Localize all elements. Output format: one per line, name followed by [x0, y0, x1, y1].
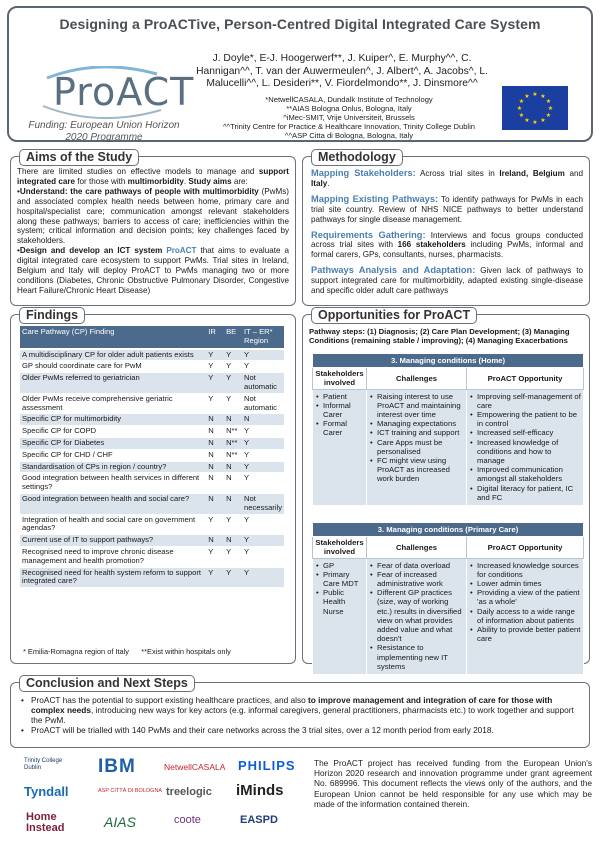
table-cell: Older PwMs referred to geriatrician [20, 373, 206, 394]
col-header: Challenges [367, 537, 467, 558]
conclusion-item [21, 695, 581, 725]
list-item: • Improving self-management of care [469, 392, 581, 410]
conclusion-bold: to improve management and integration of care for those with complex needs [31, 695, 553, 716]
svg-text:★: ★ [518, 112, 525, 119]
challenge-list [369, 561, 464, 671]
affiliation-line: **AIAS Bologna Onlus, Bologna, Italy [286, 104, 412, 113]
table-cell: Y [242, 567, 284, 588]
table-cell: Y [224, 514, 242, 535]
table-row [20, 473, 284, 494]
table-cell: Y [224, 349, 242, 361]
stakeholder-list [315, 561, 364, 616]
list-item: • Improved communication amongst all stakeholders [469, 465, 581, 483]
table-row [20, 361, 284, 373]
svg-text:★: ★ [524, 117, 530, 124]
method-text: . [327, 178, 330, 188]
table-cell: Y [206, 567, 224, 588]
poster-title: Designing a ProACTive, Person-Centred Digital Integrated Care System [59, 16, 541, 32]
aias-logo: AIAS [104, 814, 136, 830]
list-item: • Ability to provide better patient care [469, 625, 581, 643]
table-cell: Y [206, 393, 224, 414]
table-cell: N [242, 414, 284, 426]
aims-text: are: [231, 176, 248, 186]
findings-footnote: * Emilia-Romagna region of Italy **Exist within hospitals only [23, 647, 231, 656]
table-cell: Standardisation of CPs in region / country? [20, 461, 206, 473]
conclusion-item: • ProACT will be trialled with 140 PwMs and their care networks across the 3 trial sites, over a 12 month period from early 2018. [21, 725, 581, 735]
method-item [311, 231, 583, 261]
conclusion-text: ProACT has the potential to support existing healthcare practices, and also [31, 695, 309, 705]
svg-text:★: ★ [532, 91, 538, 98]
method-text: Interviews and focus groups conducted across trial sites with [311, 230, 583, 250]
asp-logo: ASP CITTÀ DI BOLOGNA [98, 788, 163, 794]
table-cell: GP should coordinate care for PwM [20, 361, 206, 373]
table-cell: Good integration between health services in different settings? [20, 473, 206, 494]
table-cell: Y [206, 546, 224, 567]
primary-caption: 3. Managing conditions (Primary Care) [313, 523, 584, 537]
col-header: Challenges [367, 368, 467, 389]
eu-disclaimer: The ProACT project has received funding from the European Union's Horizon 2020 research and innovation programme under grant agreement No. 689996. This document reflects the views only of the authors, and the European Union cannot be held responsible for any use which may be made of the information contained therein. [314, 758, 592, 809]
table-row [20, 373, 284, 394]
opportunity-list [469, 561, 581, 644]
table-cell: Current use of IT to support pathways? [20, 535, 206, 547]
list-item: • Providing a view of the patient 'as a whole' [469, 588, 581, 606]
table-cell: Good integration between health and social care? [20, 493, 206, 514]
tyndall-logo: Tyndall [24, 784, 69, 799]
opportunities-section [302, 308, 590, 671]
table-cell: Y [242, 426, 284, 438]
table-cell: N [224, 535, 242, 547]
aims-bullet-head: Understand: the care pathways of people with multimorbidity [19, 186, 259, 196]
aims-brand: ProACT [166, 246, 197, 256]
table-cell: Y [242, 546, 284, 567]
method-head: Mapping Stakeholders: [311, 168, 416, 178]
methodology-body [311, 169, 583, 302]
list-item: • Patient [315, 392, 364, 401]
findings-section [10, 308, 296, 664]
method-bold: 166 stakeholders [397, 240, 466, 250]
table-cell: Not automatic [242, 373, 284, 394]
table-row [20, 349, 284, 361]
iminds-logo: iMinds [236, 782, 284, 799]
aims-bullet-text: (PwMs) and associated complex health needs between home, primary care and hospital/specialist care; communication amongst relevant stakeholders along these pathways; barriers to access of care; inefficiencies within the system; critical information and decision points; key challenges faced by stakeholders. [17, 186, 290, 246]
list-item: • Increased self-efficacy [469, 428, 581, 437]
svg-text:★: ★ [532, 119, 538, 126]
svg-text:★: ★ [516, 105, 523, 112]
conclusion-section [10, 676, 590, 748]
table-cell: N [224, 461, 242, 473]
aims-text: There are limited studies on effective models to manage and [17, 167, 259, 176]
table-cell: Y [224, 361, 242, 373]
table-row [20, 449, 284, 461]
list-item: • Different GP practices (size, way of working etc.) results in diversified view on what provides added value and what doesn't [369, 588, 464, 643]
conclusion-text: , introducing new ways for key actors (e.g. informal caregivers, general practitioners, pharmacists etc.) to work together and support the PwM. [31, 705, 574, 726]
svg-text:★: ★ [540, 117, 546, 124]
svg-text:★: ★ [518, 98, 525, 105]
stakeholder-list [315, 392, 364, 438]
table-cell: Y [242, 349, 284, 361]
opportunities-title: Opportunities for ProACT [311, 307, 477, 324]
col-header: IR [206, 326, 224, 349]
table-cell: Specific CP for CHD / CHF [20, 449, 206, 461]
table-cell: Y [242, 473, 284, 494]
philips-logo: PHILIPS [238, 758, 296, 773]
svg-text:★: ★ [540, 93, 546, 100]
table-cell: Recognised need to improve chronic disease management and health promotion? [20, 546, 206, 567]
table-cell: Y [206, 349, 224, 361]
pathway-steps: Pathway steps: (1) Diagnosis; (2) Care Plan Development; (3) Managing Conditions (remaining stable / improving); (4) Managing Exacerbations [309, 327, 570, 346]
col-header: IT – ER* Region [242, 326, 284, 349]
list-item: • ICT training and support [369, 428, 464, 437]
list-item: • Formal Carer [315, 419, 364, 437]
aims-bullet-text: that aims to evaluate a digital integrated care ecosystem to support PwMs. Trial sites in Ireland, Belgium and Italy will deploy ProACT to PwMs managing two or more conditions (Diabetes, Chronic Obstructive Pulmonary Disorder, Congestive Heart Failure/Chronic Heart Disease) [17, 246, 289, 295]
svg-text:★: ★ [547, 105, 554, 112]
home-instead-logo: Home Instead [26, 811, 65, 834]
table-row [20, 393, 284, 414]
method-head: Mapping Existing Pathways: [311, 193, 439, 204]
table-cell: Older PwMs receive comprehensive geriatric assessment [20, 393, 206, 414]
method-text: including PwMs, informal and formal carers, GPs, consultants, nurses, pharmacists. [311, 240, 584, 260]
logo-text: ProACT [53, 70, 195, 114]
table-cell: Y [242, 361, 284, 373]
table-cell: Y [206, 373, 224, 394]
method-item [311, 266, 583, 296]
table-cell: N [206, 535, 224, 547]
list-item: • Fear of data overload [369, 561, 464, 570]
table-cell: Y [242, 461, 284, 473]
table-cell: Integration of health and social care on government agendas? [20, 514, 206, 535]
table-cell: N [206, 461, 224, 473]
table-cell: Specific CP for Diabetes [20, 437, 206, 449]
method-text: Across trial sites in [415, 169, 500, 178]
findings-header-row [20, 326, 284, 349]
table-cell: Y [242, 535, 284, 547]
authors: J. Doyle*, E-J. Hoogerwerf**, J. Kuiper^, E. Murphy^^, C. Hannigan^^, T. van der Auwermeulen^, J. Albert^, A. Jacobs^, L. Malucelli^^, L. Desideri**, V. Fiordelmondo**, J. Dinsmore^^ [196, 53, 488, 90]
list-item: • Increased knowledge of conditions and how to manage [469, 438, 581, 466]
table-cell: Y [206, 361, 224, 373]
table-row [20, 426, 284, 438]
list-item: • Empowering the patient to be in control [469, 410, 581, 428]
table-cell: N [224, 493, 242, 514]
list-item: • Primary Care MDT [315, 570, 364, 588]
table-row [20, 514, 284, 535]
trinity-logo: Trinity College Dublin [24, 758, 63, 771]
method-head: Requirements Gathering: [311, 229, 426, 240]
home-table [312, 353, 584, 506]
conclusion-title: Conclusion and Next Steps [19, 675, 195, 692]
aims-bullet-head: Design and develop an ICT system [19, 246, 167, 256]
method-item [311, 195, 583, 225]
primary-care-table [312, 522, 584, 675]
table-row [20, 461, 284, 473]
partner-logos [18, 756, 308, 844]
method-text: Given lack of pathways to support integrated care for multimorbidity, adapted existing single-disease and specific older adult care pathways [311, 266, 583, 296]
table-cell: Not automatic [242, 393, 284, 414]
method-head: Pathways Analysis and Adaptation: [311, 265, 476, 276]
table-cell: N** [224, 449, 242, 461]
table-cell: N [206, 426, 224, 438]
table-cell: N [206, 449, 224, 461]
easpd-logo: EASPD [240, 814, 278, 826]
proact-logo [39, 66, 195, 126]
table-row [20, 546, 284, 567]
list-item: • Lower admin times [469, 579, 581, 588]
table-cell: N [206, 437, 224, 449]
list-item: • Increased knowledge sources for conditions [469, 561, 581, 579]
list-item: • Digital literacy for patient, IC and FC [469, 484, 581, 502]
list-item: • FC might view using ProACT as increased work burden [369, 456, 464, 484]
conclusion-list [21, 695, 581, 735]
affiliation-line: ^^ASP Citta di Bologna, Bologna, Italy [284, 131, 414, 140]
eu-flag-icon [502, 86, 568, 130]
table-cell: Y [242, 449, 284, 461]
list-item: • Managing expectations [369, 419, 464, 428]
methodology-title: Methodology [311, 149, 403, 166]
list-item: • Public Health Nurse [315, 588, 364, 616]
list-item: • GP [315, 561, 364, 570]
list-item: • Daily access to a wide range of information about patients [469, 607, 581, 625]
aims-text: support integrated care [17, 167, 289, 186]
table-cell: Y [242, 514, 284, 535]
method-item [311, 169, 583, 189]
table-cell: Y [224, 373, 242, 394]
table-cell: N [224, 414, 242, 426]
col-header: Care Pathway (CP) Finding [20, 326, 206, 349]
col-header: Stakeholders involved [313, 368, 367, 389]
findings-title: Findings [19, 307, 85, 324]
table-cell: Y [224, 393, 242, 414]
method-text: To identify pathways for PwMs in each trial site country. Review of NHS NICE pathways to better understand pathways for single disease management. [311, 194, 583, 224]
funding-text: Funding: European Union Horizon 2020 Programme [28, 120, 180, 143]
aims-body: There are limited studies on effective models to manage and support integrated care for those with multimorbidity. Study aims are: •Understand: the care pathways of people with multimorbidity (PwMs) and associated complex health needs between home, primary care and hospital/specialist care; communication amongst relevant stakeholders along these pathways; barriers to access of care; inefficiencies within the system; critical information and decision points; key challenges faced by stakeholders. •Design and develop an ICT system ProACT that aims to evaluate a digital integrated care ecosystem to support PwMs. Trial sites in Ireland, Belgium and Italy will deploy ProACT to PwMs managing two or more conditions (Diabetes, Chronic Obstructive Pulmonary Disorder, Congestive Heart Failure/Chronic Heart Disease) [17, 167, 290, 295]
table-row [20, 437, 284, 449]
method-bold: Italy [311, 178, 328, 188]
table-cell: Recognised need for health system reform to support integrated care? [20, 567, 206, 588]
list-item: • Informal Carer [315, 401, 364, 419]
table-cell: N** [224, 426, 242, 438]
list-item: • Care Apps must be personalised [369, 438, 464, 456]
coote-logo: coote [174, 814, 201, 826]
method-bold: Ireland, Belgium [499, 169, 565, 178]
table-cell: N [206, 473, 224, 494]
challenge-list [369, 392, 464, 484]
aims-section [10, 150, 296, 306]
poster-header [7, 6, 593, 142]
table-cell: Specific CP for multimorbidity [20, 414, 206, 426]
table-cell: N [206, 493, 224, 514]
methodology-section [302, 150, 590, 306]
affiliation-line: ^^Trinity Centre for Practice & Healthcare Innovation, Trinity College Dublin [222, 122, 476, 131]
list-item: • Resistance to implementing new IT systems [369, 643, 464, 671]
method-text: and [564, 169, 583, 178]
table-cell: N [206, 414, 224, 426]
svg-text:★: ★ [545, 112, 552, 119]
table-cell: Specific CP for COPD [20, 426, 206, 438]
table-cell: N [224, 473, 242, 494]
svg-text:★: ★ [524, 93, 530, 100]
ibm-logo: IBM [98, 756, 136, 777]
table-cell: N** [224, 437, 242, 449]
col-header: ProACT Opportunity [467, 537, 584, 558]
col-header: ProACT Opportunity [467, 368, 584, 389]
affiliation-line: ^iMec-SMIT, Vrije Universiteit, Brussels [283, 113, 415, 122]
aims-title: Aims of the Study [19, 149, 139, 166]
opportunity-list [469, 392, 581, 502]
table-row [20, 493, 284, 514]
svg-text:★: ★ [545, 98, 552, 105]
findings-table [20, 326, 284, 588]
col-header: BE [224, 326, 242, 349]
treelogic-logo: treelogic [166, 786, 212, 798]
table-cell: Y [224, 567, 242, 588]
netwell-logo: NetwellCASALA [164, 762, 226, 772]
affiliations [209, 95, 489, 140]
aims-text: Study aims [188, 176, 232, 186]
list-item: • Fear of increased administrative work [369, 570, 464, 588]
table-cell: Not necessarily [242, 493, 284, 514]
aims-text: for those with [75, 176, 128, 186]
table-cell: Y [242, 437, 284, 449]
affiliation-line: *NetwellCASALA, Dundalk Institute of Technology [265, 95, 433, 104]
table-cell: Y [224, 546, 242, 567]
table-cell: A multidisciplinary CP for older adult patients exists [20, 349, 206, 361]
col-header: Stakeholders involved [313, 537, 367, 558]
table-cell: Y [206, 514, 224, 535]
home-caption: 3. Managing conditions (Home) [313, 354, 584, 368]
table-row [20, 535, 284, 547]
aims-text: multimorbidity [127, 176, 184, 186]
table-row [20, 567, 284, 588]
aims-text: . [183, 176, 189, 186]
list-item: • Raising interest to use ProACT and maintaining interest over time [369, 392, 464, 420]
table-row [20, 414, 284, 426]
